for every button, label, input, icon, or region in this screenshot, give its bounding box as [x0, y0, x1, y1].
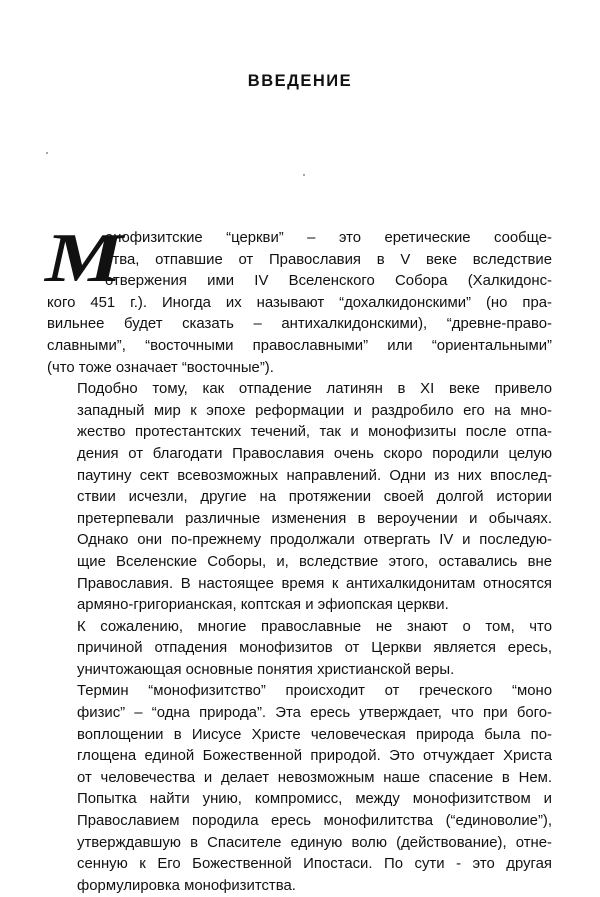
text-line: Термин “монофизитство” происходит от греческого “моно: [77, 683, 552, 700]
text-line: ствии исчезли, другие на протяжении своей долгой истории: [77, 489, 552, 506]
paragraph: [47, 681, 552, 897]
text-line: дения от благодати Православия очень скоро породили целую: [77, 445, 552, 462]
text-line: щие Вселенские Соборы, и, вследствие этого, оставались вне: [77, 553, 552, 570]
text-line: ства, отпавшие от Православия в V веке вследствие: [105, 251, 552, 268]
text-line: паутину сект всевозможных направлений. Одни из них впослед-: [77, 467, 552, 484]
scan-speck: [303, 174, 305, 176]
text-line: глощена единой Божественной природой. Это отчуждает Христа: [77, 748, 552, 765]
text-line: отвержения ими IV Вселенского Собора (Халкидонс-: [105, 273, 552, 290]
text-line: Однако они по-прежнему продолжали отвергать IV и последую-: [77, 532, 552, 549]
text-line: кого 451 г.). Иногда их называют “дохалкидонскими” (но пра-: [47, 294, 552, 311]
text-line: жество протестантских течений, так и монофизиты после отпа-: [77, 424, 552, 441]
text-line: западный мир к эпохе реформации и раздробило его на мно-: [77, 402, 552, 419]
text-line: причиной отпадения монофизитов от Церкви является ересь,: [77, 640, 552, 657]
paragraph: [47, 379, 552, 617]
text-line: армяно-григорианская, коптская и эфиопская церкви.: [77, 597, 449, 614]
paragraph: [47, 617, 552, 682]
text-line: онофизитские “церкви” – это еретические сообще-: [105, 230, 552, 246]
page-title: ВВЕДЕНИЕ: [247, 72, 353, 90]
text-line: уничтожающая основные понятия христианской веры.: [77, 661, 455, 678]
text-line: К сожалению, многие православные не знают о том, что: [77, 618, 552, 635]
text-line: утверждавшую в Спасителе единую волю (действование), отне-: [77, 834, 552, 851]
paragraphs: [45, 220, 552, 897]
body-text: [45, 220, 552, 897]
text-line: Попытка найти унию, компромисс, между монофизитством и: [77, 791, 552, 808]
text-line: славными”, “восточными православными” или “ориентальными”: [47, 337, 552, 354]
text-line: физис” – “одна природа”. Эта ересь утверждает, что при бого-: [77, 705, 552, 722]
text-line: претерпевали различные изменения в вероучении и обычаях.: [77, 510, 552, 527]
text-line: Православия. В настоящее время к антихалкидонитам относятся: [77, 575, 552, 592]
text-line: вильнее будет сказать – антихалкидонскими), “древне-право-: [47, 316, 552, 333]
text-line: Православием породила ересь монофилитства (“единоволие”),: [77, 813, 552, 830]
text-line: сенную к Его Божественной Ипостаси. По сути - это другая: [77, 856, 552, 873]
text-line: воплощении в Иисусе Христе человеческая природа была по-: [77, 726, 552, 743]
text-line: формулировка монофизитства.: [77, 877, 296, 894]
drop-cap: М: [45, 220, 118, 297]
text-line: (что тоже означает “восточные”).: [47, 359, 274, 376]
text-line: Подобно тому, как отпадение латинян в XI веке привело: [77, 381, 552, 398]
scan-speck: [46, 152, 48, 154]
paragraph: [45, 220, 552, 379]
text-line: от человечества и делает невозможным наше спасение в Нем.: [77, 769, 552, 786]
